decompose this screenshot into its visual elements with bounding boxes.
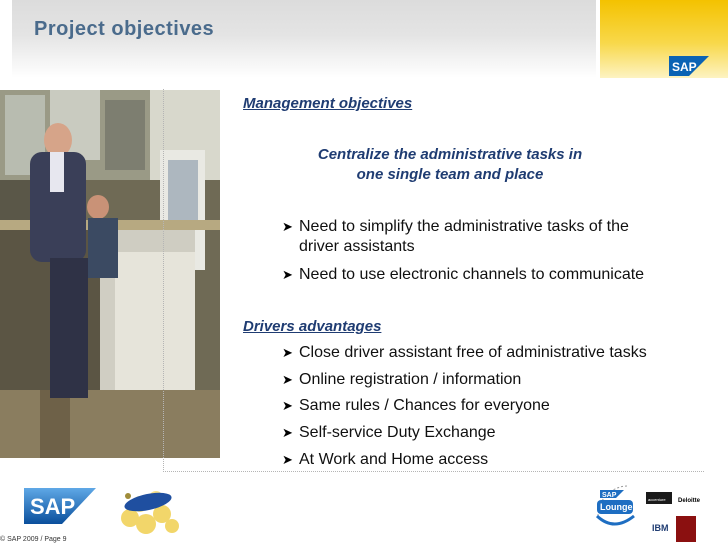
lounge-sap-text: SAP (602, 492, 617, 499)
drivers-bullet-2 (282, 370, 522, 390)
arrow-bullet-icon: ➤ (282, 425, 293, 440)
sap-logo-footer (24, 488, 96, 524)
accenture-text: accenture (648, 497, 666, 502)
management-statement (270, 145, 630, 185)
sap-lounge-partner-logos (594, 476, 728, 546)
drivers-bullet-1 (282, 343, 647, 363)
management-bullet-2-text: Need to use electronic channels to communicate (299, 266, 645, 283)
sap-logo-header (669, 56, 709, 76)
drivers-bullet-4 (282, 423, 496, 443)
slide-title: Project objectives (34, 18, 215, 40)
arrow-bullet-icon: ➤ (282, 372, 293, 387)
drivers-bullet-text: Online registration / information (299, 371, 522, 388)
management-statement-line2: one single team and place (356, 166, 544, 183)
arrow-bullet-icon: ➤ (282, 219, 293, 234)
arrow-bullet-icon: ➤ (282, 345, 293, 360)
management-statement-line1: Centralize the administrative tasks in (317, 146, 583, 163)
management-bullet-2 (282, 265, 645, 285)
drivers-bullet-3 (282, 396, 550, 416)
arrow-bullet-icon: ➤ (282, 398, 293, 413)
drivers-bullet-text: Close driver assistant free of administrative tasks (299, 344, 647, 361)
drivers-bullet-text: Self-service Duty Exchange (299, 424, 496, 441)
arrow-bullet-icon: ➤ (282, 267, 293, 282)
lounge-text: Lounge (600, 502, 633, 512)
management-bullet-1 (282, 217, 629, 257)
drivers-bullet-text: At Work and Home access (299, 451, 489, 468)
sap-logo-footer-text: SAP (30, 494, 76, 519)
drivers-bullet-text: Same rules / Chances for everyone (299, 397, 550, 414)
sap-recognition-badge (110, 480, 188, 540)
footer-copyright: © SAP 2009 / Page 9 (0, 536, 67, 543)
management-bullet-1-line2: driver assistants (299, 238, 415, 255)
drivers-bullet-5 (282, 450, 489, 470)
management-bullet-1-line1: Need to simplify the administrative tasks of the (299, 218, 629, 235)
header-bar (12, 0, 596, 78)
management-objectives-heading: Management objectives (243, 95, 413, 112)
ibm-text: IBM (652, 523, 669, 533)
arrow-bullet-icon: ➤ (282, 452, 293, 467)
sap-logo-header-text: SAP (672, 60, 697, 74)
drivers-advantages-heading: Drivers advantages (243, 318, 382, 335)
deloitte-text: Deloitte (678, 498, 701, 504)
